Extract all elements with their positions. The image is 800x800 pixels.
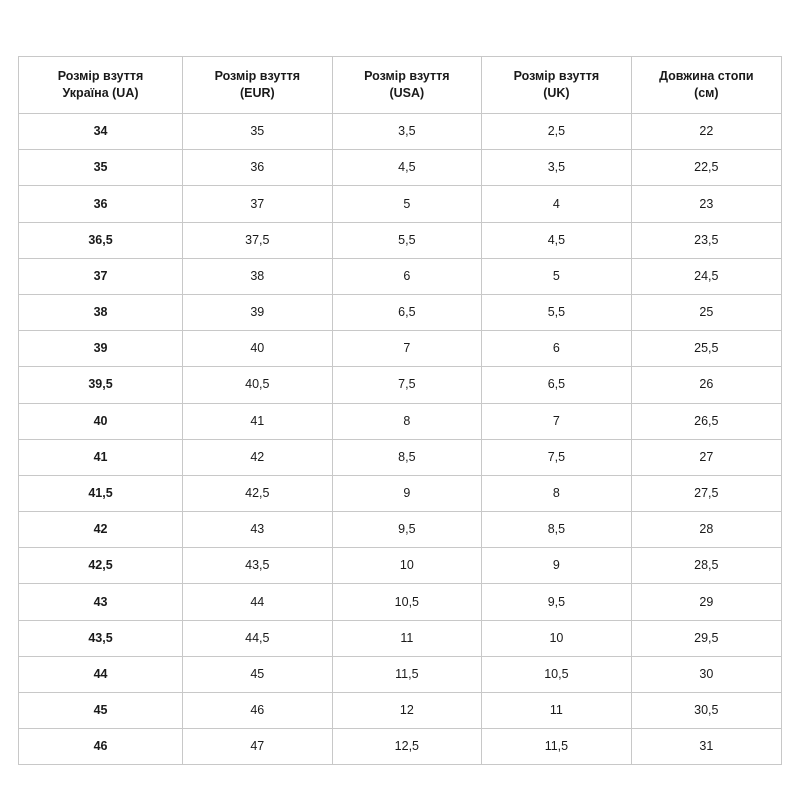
table-cell: 9,5 bbox=[332, 512, 482, 548]
column-header-line1: Розмір взуття bbox=[214, 69, 301, 84]
table-cell: 27,5 bbox=[631, 475, 781, 511]
column-header-usa bbox=[332, 57, 482, 114]
table-cell: 9 bbox=[332, 475, 482, 511]
table-cell: 47 bbox=[183, 729, 333, 765]
table-cell: 31 bbox=[631, 729, 781, 765]
table-cell: 37 bbox=[183, 186, 333, 222]
table-cell: 5,5 bbox=[482, 294, 632, 330]
table-cell: 30 bbox=[631, 656, 781, 692]
table-row bbox=[19, 186, 782, 222]
table-cell: 7 bbox=[482, 403, 632, 439]
table-cell: 6 bbox=[332, 258, 482, 294]
table-cell: 22 bbox=[631, 114, 781, 150]
table-cell: 8 bbox=[332, 403, 482, 439]
table-row bbox=[19, 693, 782, 729]
table-cell: 26,5 bbox=[631, 403, 781, 439]
table-cell: 42 bbox=[183, 439, 333, 475]
table-cell: 41 bbox=[19, 439, 183, 475]
column-header-uk bbox=[482, 57, 632, 114]
table-cell: 11 bbox=[482, 693, 632, 729]
table-cell: 43,5 bbox=[183, 548, 333, 584]
table-cell: 36 bbox=[183, 150, 333, 186]
table-row bbox=[19, 222, 782, 258]
table-cell: 25 bbox=[631, 294, 781, 330]
column-header-eur bbox=[183, 57, 333, 114]
table-cell: 11 bbox=[332, 620, 482, 656]
table-cell: 8,5 bbox=[332, 439, 482, 475]
table-row bbox=[19, 294, 782, 330]
table-row bbox=[19, 620, 782, 656]
table-cell: 39 bbox=[19, 331, 183, 367]
table-cell: 42,5 bbox=[183, 475, 333, 511]
table-cell: 26 bbox=[631, 367, 781, 403]
table-cell: 9 bbox=[482, 548, 632, 584]
table-row bbox=[19, 656, 782, 692]
shoe-size-table bbox=[18, 56, 782, 765]
table-cell: 35 bbox=[183, 114, 333, 150]
column-header-line2: (см) bbox=[694, 86, 719, 100]
table-cell: 4,5 bbox=[482, 222, 632, 258]
table-cell: 43 bbox=[19, 584, 183, 620]
column-header-line2: Україна (UA) bbox=[62, 86, 139, 100]
table-cell: 8,5 bbox=[482, 512, 632, 548]
table-cell: 10,5 bbox=[482, 656, 632, 692]
column-header-line1: Розмір взуття bbox=[513, 69, 600, 84]
table-row bbox=[19, 331, 782, 367]
table-cell: 42,5 bbox=[19, 548, 183, 584]
table-cell: 44 bbox=[183, 584, 333, 620]
column-header-line2: (EUR) bbox=[239, 86, 275, 100]
table-row bbox=[19, 475, 782, 511]
column-header-line1: Довжина стопи bbox=[659, 69, 754, 84]
table-row bbox=[19, 584, 782, 620]
column-header-line2: (USA) bbox=[389, 86, 425, 100]
table-cell: 40,5 bbox=[183, 367, 333, 403]
table-cell: 5,5 bbox=[332, 222, 482, 258]
table-cell: 10 bbox=[482, 620, 632, 656]
table-cell: 11,5 bbox=[332, 656, 482, 692]
column-header-foot-length bbox=[631, 57, 781, 114]
table-cell: 39 bbox=[183, 294, 333, 330]
table-cell: 7,5 bbox=[482, 439, 632, 475]
table-cell: 45 bbox=[183, 656, 333, 692]
column-header-ua bbox=[19, 57, 183, 114]
table-cell: 38 bbox=[19, 294, 183, 330]
table-cell: 8 bbox=[482, 475, 632, 511]
table-row bbox=[19, 150, 782, 186]
table-cell: 41,5 bbox=[19, 475, 183, 511]
column-header-line1: Розмір взуття bbox=[364, 69, 450, 84]
table-cell: 43,5 bbox=[19, 620, 183, 656]
table-cell: 2,5 bbox=[482, 114, 632, 150]
table-cell: 10,5 bbox=[332, 584, 482, 620]
table-cell: 43 bbox=[183, 512, 333, 548]
table-cell: 28 bbox=[631, 512, 781, 548]
table-cell: 36 bbox=[19, 186, 183, 222]
table-cell: 41 bbox=[183, 403, 333, 439]
column-header-line2: (UK) bbox=[543, 86, 570, 100]
table-cell: 3,5 bbox=[332, 114, 482, 150]
table-cell: 45 bbox=[19, 693, 183, 729]
table-cell: 7 bbox=[332, 331, 482, 367]
table-row bbox=[19, 548, 782, 584]
column-header-line1: Розмір взуття bbox=[57, 69, 144, 84]
table-cell: 38 bbox=[183, 258, 333, 294]
table-cell: 23,5 bbox=[631, 222, 781, 258]
table-cell: 44 bbox=[19, 656, 183, 692]
table-cell: 11,5 bbox=[482, 729, 632, 765]
table-row bbox=[19, 439, 782, 475]
table-header-row bbox=[19, 57, 782, 114]
table-cell: 28,5 bbox=[631, 548, 781, 584]
table-cell: 25,5 bbox=[631, 331, 781, 367]
table-cell: 9,5 bbox=[482, 584, 632, 620]
table-cell: 37 bbox=[19, 258, 183, 294]
table-cell: 30,5 bbox=[631, 693, 781, 729]
table-row bbox=[19, 114, 782, 150]
table-cell: 36,5 bbox=[19, 222, 183, 258]
table-cell: 12,5 bbox=[332, 729, 482, 765]
table-header bbox=[19, 57, 782, 114]
table-cell: 23 bbox=[631, 186, 781, 222]
table-row bbox=[19, 729, 782, 765]
table-cell: 12 bbox=[332, 693, 482, 729]
table-row bbox=[19, 367, 782, 403]
table-cell: 6,5 bbox=[332, 294, 482, 330]
table-cell: 6 bbox=[482, 331, 632, 367]
table-row bbox=[19, 512, 782, 548]
table-cell: 22,5 bbox=[631, 150, 781, 186]
table-cell: 46 bbox=[19, 729, 183, 765]
table-cell: 29 bbox=[631, 584, 781, 620]
table-cell: 24,5 bbox=[631, 258, 781, 294]
table-cell: 40 bbox=[19, 403, 183, 439]
table-cell: 44,5 bbox=[183, 620, 333, 656]
table-cell: 29,5 bbox=[631, 620, 781, 656]
table-cell: 42 bbox=[19, 512, 183, 548]
table-cell: 5 bbox=[482, 258, 632, 294]
table-cell: 7,5 bbox=[332, 367, 482, 403]
table-cell: 4,5 bbox=[332, 150, 482, 186]
table-cell: 46 bbox=[183, 693, 333, 729]
table-cell: 5 bbox=[332, 186, 482, 222]
table-cell: 39,5 bbox=[19, 367, 183, 403]
table-cell: 10 bbox=[332, 548, 482, 584]
table-row bbox=[19, 258, 782, 294]
table-row bbox=[19, 403, 782, 439]
table-cell: 40 bbox=[183, 331, 333, 367]
table-cell: 35 bbox=[19, 150, 183, 186]
table-cell: 34 bbox=[19, 114, 183, 150]
table-cell: 6,5 bbox=[482, 367, 632, 403]
table-body bbox=[19, 114, 782, 765]
table-cell: 37,5 bbox=[183, 222, 333, 258]
table-cell: 4 bbox=[482, 186, 632, 222]
table-cell: 3,5 bbox=[482, 150, 632, 186]
table-cell: 27 bbox=[631, 439, 781, 475]
